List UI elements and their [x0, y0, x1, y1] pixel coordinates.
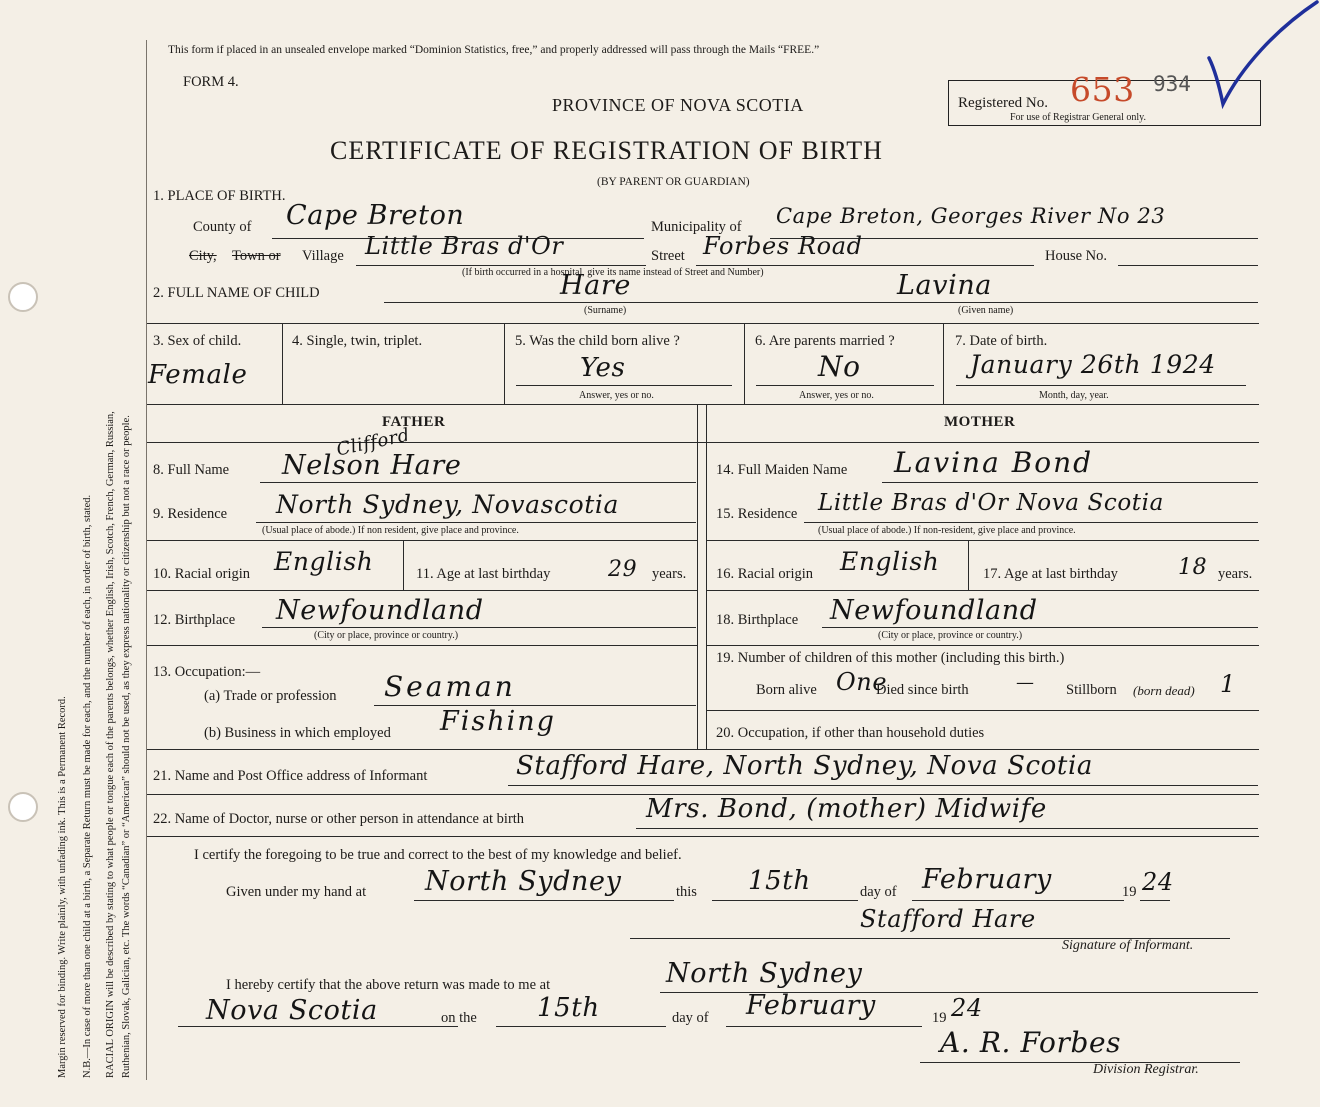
- certificate-subtitle: (BY PARENT OR GUARDIAN): [597, 176, 750, 188]
- born-alive-label: 5. Was the child born alive ?: [515, 333, 680, 349]
- father-trade-value: Seaman: [384, 670, 516, 703]
- surname-caption: (Surname): [584, 305, 627, 316]
- born-alive-underline: [516, 385, 732, 386]
- sex-value: Female: [148, 360, 248, 390]
- born-alive-value: Yes: [580, 353, 626, 383]
- mother-race-label: 16. Racial origin: [716, 566, 814, 582]
- registrar-place-underline-2: [178, 1026, 458, 1027]
- mother-birthplace-value: Newfoundland: [830, 595, 1038, 626]
- given-month-underline: [912, 900, 1124, 901]
- father-occupation-label: 13. Occupation:—: [153, 664, 261, 680]
- mother-birthplace-caption: (City or place, province or country.): [878, 630, 1023, 641]
- village-label: Village: [302, 248, 344, 264]
- informant-signature-label: Signature of Informant.: [1062, 938, 1194, 953]
- doctor-underline: [636, 828, 1258, 829]
- dob-value: January 26th 1924: [970, 350, 1216, 379]
- certificate-title: CERTIFICATE OF REGISTRATION OF BIRTH: [330, 136, 883, 165]
- father-age-value: 29: [608, 557, 638, 582]
- row-top-rule: [147, 323, 1259, 324]
- margin-note-4: Ruthenian, Slovak, Galician, etc. The words “Canadian” or “American” should not be used, as they express nationality or citizenship but not a race or people.: [121, 415, 132, 1078]
- father-birthplace-underline: [262, 627, 696, 628]
- father-name-label: 8. Full Name: [153, 462, 230, 478]
- mother-residence-caption: (Usual place of abode.) If non-resident, give place and province.: [818, 525, 1076, 536]
- given-day-value: 15th: [748, 866, 811, 896]
- informant-value: Stafford Hare, North Sydney, Nova Scotia: [516, 751, 1093, 781]
- house-no-underline: [1118, 265, 1258, 266]
- mother-name-label: 14. Full Maiden Name: [716, 462, 848, 478]
- dob-label: 7. Date of birth.: [955, 333, 1048, 349]
- registrar-certify-text: I hereby certify that the above return was made to me at: [226, 977, 551, 993]
- county-value: Cape Breton: [286, 200, 465, 231]
- father-trade-label: (a) Trade or profession: [204, 688, 337, 704]
- division-registrar-label: Division Registrar.: [1093, 1062, 1199, 1077]
- province-title: PROVINCE OF NOVA SCOTIA: [552, 95, 804, 115]
- child-name-label: 2. FULL NAME OF CHILD: [153, 285, 320, 301]
- mother-age-value: 18: [1178, 555, 1208, 580]
- parents-married-value: No: [818, 350, 861, 383]
- born-alive-count-label: Born alive: [756, 682, 817, 698]
- father-birthplace-caption: (City or place, province or country.): [314, 630, 459, 641]
- parents-married-underline: [756, 385, 934, 386]
- mail-notice: This form if placed in an unsealed envelope marked “Dominion Statistics, free,” and properly addressed will pass through the Mails “FREE.”: [168, 44, 820, 56]
- father-age-divider: [403, 541, 404, 590]
- stillborn-note: (born dead): [1133, 683, 1195, 698]
- town-label: Town or: [232, 248, 281, 264]
- informant-label: 21. Name and Post Office address of Informant: [153, 768, 428, 784]
- county-label: County of: [193, 219, 252, 235]
- mother-residence-value: Little Bras d'Or Nova Scotia: [818, 490, 1164, 516]
- given-year-prefix: 19: [1122, 884, 1137, 900]
- doctor-label: 22. Name of Doctor, nurse or other person in attendance at birth: [153, 811, 525, 827]
- registrar-month-underline: [726, 1026, 922, 1027]
- mother-race-value: English: [840, 547, 940, 576]
- mother-rule-4: [706, 710, 1259, 711]
- child-surname: Hare: [560, 270, 631, 301]
- father-residence-caption: (Usual place of abode.) If non resident, give place and province.: [262, 525, 519, 536]
- child-name-underline: [384, 302, 1258, 303]
- mother-age-divider: [968, 541, 969, 590]
- father-name-insert: Clifford: [334, 424, 412, 461]
- margin-note-2: N.B.—In case of more than one child at a birth, a Separate Return must be made for each, and the number of each, in order of birth, stated.: [82, 494, 93, 1078]
- mother-name-underline: [882, 482, 1258, 483]
- given-this-label: this: [676, 884, 697, 900]
- registrar-day-value: 15th: [537, 993, 600, 1023]
- city-label: City,: [189, 248, 217, 264]
- binding-hole-bottom: [8, 792, 38, 822]
- street-value: Forbes Road: [703, 232, 863, 260]
- father-age-label: 11. Age at last birthday: [416, 566, 551, 582]
- col-divider-3: [744, 323, 745, 404]
- mother-children-label: 19. Number of children of this mother (including this birth.): [716, 650, 1065, 666]
- margin-note-3: RACIAL ORIGIN will be described by stating to what people or tongue each of the parents belongs, whether English, Irish, Scotch, French, German, Russian,: [105, 411, 116, 1078]
- house-no-label: House No.: [1045, 248, 1108, 264]
- mother-years: years.: [1218, 566, 1253, 582]
- dob-underline: [956, 385, 1246, 386]
- sex-label: 3. Sex of child.: [153, 333, 242, 349]
- col-divider-1: [282, 323, 283, 404]
- given-name-caption: (Given name): [958, 305, 1014, 316]
- mother-residence-underline: [804, 522, 1258, 523]
- municipality-value: Cape Breton, Georges River No 23: [776, 204, 1166, 228]
- registrar-place-value: North Sydney: [666, 958, 863, 989]
- born-alive-caption: Answer, yes or no.: [579, 390, 654, 401]
- father-residence-underline: [256, 522, 696, 523]
- given-place-value: North Sydney: [425, 866, 622, 897]
- died-since-birth-value: —: [1016, 672, 1035, 693]
- father-heading: FATHER: [382, 414, 446, 430]
- parents-bottom-rule: [147, 749, 1259, 750]
- doctor-rule: [147, 836, 1259, 837]
- parents-married-label: 6. Are parents married ?: [755, 333, 895, 349]
- doctor-value: Mrs. Bond, (mother) Midwife: [646, 794, 1047, 824]
- registrar-note: For use of Registrar General only.: [1010, 112, 1146, 123]
- mother-heading: MOTHER: [944, 414, 1016, 430]
- mother-rule-1: [706, 540, 1259, 541]
- mother-birthplace-underline: [822, 627, 1258, 628]
- registered-stamp: 934: [1153, 72, 1191, 96]
- blue-check-mark: [1205, 0, 1320, 110]
- registrar-place-value-2: Nova Scotia: [206, 995, 378, 1026]
- registered-label: Registered No.: [958, 95, 1048, 111]
- given-under-label: Given under my hand at: [226, 884, 367, 900]
- village-value: Little Bras d'Or: [365, 232, 564, 260]
- registrar-day-of-label: day of: [672, 1010, 709, 1026]
- given-year-value: 24: [1142, 868, 1174, 896]
- father-race-label: 10. Racial origin: [153, 566, 251, 582]
- col-divider-4: [943, 323, 944, 404]
- father-rule-3: [147, 645, 697, 646]
- parent-column-divider-a: [697, 404, 698, 749]
- child-given-name: Lavina: [897, 270, 993, 301]
- father-rule-1: [147, 540, 697, 541]
- form-number: FORM 4.: [183, 74, 239, 90]
- margin-note-1: Margin reserved for binding. Write plainly, with unfading ink. This is a Permanent Record.: [57, 696, 68, 1078]
- given-month-value: February: [922, 864, 1052, 895]
- dob-caption: Month, day, year.: [1039, 390, 1109, 401]
- mother-birthplace-label: 18. Birthplace: [716, 612, 799, 628]
- father-residence-label: 9. Residence: [153, 506, 228, 522]
- registrar-year-prefix: 19: [932, 1010, 947, 1026]
- col-divider-2: [504, 323, 505, 404]
- given-place-underline: [414, 900, 674, 901]
- street-label: Street: [651, 248, 685, 264]
- mother-rule-2: [706, 590, 1259, 591]
- registrar-signature: A. R. Forbes: [940, 1026, 1122, 1059]
- father-rule-2: [147, 590, 697, 591]
- father-birthplace-label: 12. Birthplace: [153, 612, 236, 628]
- plurality-label: 4. Single, twin, triplet.: [292, 333, 423, 349]
- village-underline: [356, 265, 646, 266]
- registrar-day-underline: [496, 1026, 666, 1027]
- father-residence-value: North Sydney, Novascotia: [276, 490, 620, 519]
- father-business-label: (b) Business in which employed: [204, 725, 391, 741]
- informant-signature: Stafford Hare: [860, 905, 1036, 933]
- father-years: years.: [652, 566, 687, 582]
- parent-heading-rule: [147, 442, 1259, 443]
- registered-number: 653: [1070, 70, 1135, 109]
- given-day-underline: [712, 900, 858, 901]
- parent-column-divider-b: [706, 404, 707, 749]
- street-underline: [696, 265, 1034, 266]
- father-business-value: Fishing: [440, 706, 556, 737]
- binding-margin-line: [146, 40, 147, 1080]
- mother-rule-3: [706, 645, 1259, 646]
- father-name-underline: [260, 482, 696, 483]
- given-day-of-label: day of: [860, 884, 897, 900]
- father-birthplace-value: Newfoundland: [276, 595, 484, 626]
- mother-residence-label: 15. Residence: [716, 506, 798, 522]
- given-year-underline: [1140, 900, 1170, 901]
- parents-married-caption: Answer, yes or no.: [799, 390, 874, 401]
- mother-occupation-label: 20. Occupation, if other than household duties: [716, 725, 985, 741]
- stillborn-label: Stillborn: [1066, 682, 1117, 698]
- hospital-note: (If birth occurred in a hospital, give its name instead of Street and Number): [462, 267, 764, 278]
- father-race-value: English: [274, 547, 374, 576]
- registrar-year-value: 24: [951, 994, 983, 1022]
- place-of-birth-label: 1. PLACE OF BIRTH.: [153, 188, 286, 204]
- binding-hole-top: [8, 282, 38, 312]
- mother-age-label: 17. Age at last birthday: [983, 566, 1118, 582]
- informant-underline: [508, 785, 1258, 786]
- row-bottom-rule: [147, 404, 1259, 405]
- father-name-value: Nelson Hare: [282, 450, 462, 481]
- born-alive-count-value: One: [836, 668, 888, 696]
- municipality-label: Municipality of: [651, 219, 742, 235]
- registrar-on-the-label: on the: [441, 1010, 477, 1026]
- certify-text: I certify the foregoing to be true and correct to the best of my knowledge and belief.: [194, 847, 682, 863]
- stillborn-value: 1: [1220, 670, 1236, 698]
- registrar-month-value: February: [746, 990, 876, 1021]
- mother-name-value: Lavina Bond: [894, 446, 1094, 479]
- died-since-birth-label: Died since birth: [876, 682, 969, 698]
